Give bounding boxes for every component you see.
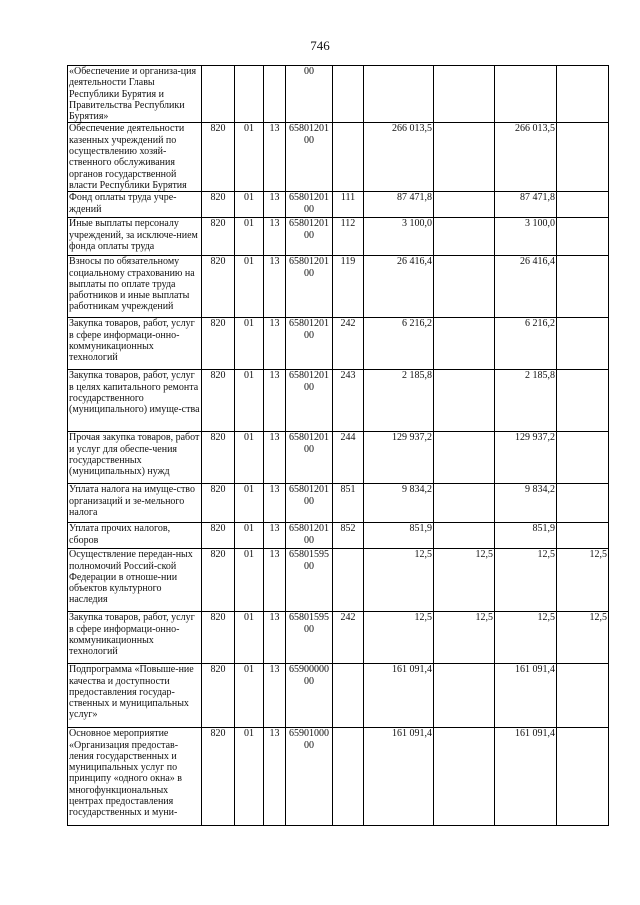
cell-sum-1 [364, 66, 434, 123]
cell-admin-code: 820 [202, 523, 235, 549]
cell-subsection: 13 [264, 318, 286, 370]
cell-name: Уплата прочих налогов, сборов [68, 523, 202, 549]
cell-sum-4 [557, 484, 609, 523]
cell-sum-2 [434, 318, 495, 370]
cell-sum-2 [434, 66, 495, 123]
cell-admin-code: 820 [202, 370, 235, 432]
cell-name: Обеспечение деятельности казенных учреждений по осуществлению хозяй-ственного обслуживания органов государственной власти Республики Бурятия [68, 123, 202, 192]
cell-sum-4 [557, 66, 609, 123]
cell-name: Закупка товаров, работ, услуг в целях капитального ремонта государственного (муниципального) имуще-ства [68, 370, 202, 432]
cell-sum-3: 266 013,5 [495, 123, 557, 192]
table-row [68, 728, 609, 826]
cell-sum-4 [557, 523, 609, 549]
cell-name: Закупка товаров, работ, услуг в сфере информаци-онно-коммуникационных технологий [68, 318, 202, 370]
cell-name: Взносы по обязательному социальному страхованию на выплаты по оплате труда работников и иные выплаты работникам учреждений [68, 256, 202, 318]
cell-target-article: 65801201 00 [286, 218, 333, 256]
cell-expense-type [333, 728, 364, 826]
cell-section: 01 [235, 192, 264, 218]
cell-name: Закупка товаров, работ, услуг в сфере информаци-онно-коммуникационных технологий [68, 612, 202, 664]
cell-target-article: 65901000 00 [286, 728, 333, 826]
cell-subsection: 13 [264, 192, 286, 218]
cell-sum-4 [557, 318, 609, 370]
cell-expense-type: 851 [333, 484, 364, 523]
cell-sum-4 [557, 664, 609, 728]
cell-sum-2: 12,5 [434, 612, 495, 664]
cell-subsection: 13 [264, 123, 286, 192]
cell-admin-code: 820 [202, 664, 235, 728]
cell-sum-3: 3 100,0 [495, 218, 557, 256]
table-row [68, 484, 609, 523]
cell-expense-type: 119 [333, 256, 364, 318]
cell-sum-1: 87 471,8 [364, 192, 434, 218]
cell-section: 01 [235, 218, 264, 256]
cell-subsection: 13 [264, 664, 286, 728]
cell-sum-1: 26 416,4 [364, 256, 434, 318]
cell-sum-3 [495, 66, 557, 123]
cell-sum-3: 851,9 [495, 523, 557, 549]
cell-sum-3: 9 834,2 [495, 484, 557, 523]
cell-subsection: 13 [264, 549, 286, 612]
cell-target-article: 00 [286, 66, 333, 123]
table-row [68, 218, 609, 256]
cell-section: 01 [235, 523, 264, 549]
cell-expense-type [333, 123, 364, 192]
cell-sum-4 [557, 728, 609, 826]
cell-subsection: 13 [264, 728, 286, 826]
table-row [68, 432, 609, 484]
cell-target-article: 65801201 00 [286, 318, 333, 370]
cell-expense-type: 112 [333, 218, 364, 256]
cell-subsection: 13 [264, 612, 286, 664]
cell-name: Фонд оплаты труда учре-ждений [68, 192, 202, 218]
cell-name: Иные выплаты персоналу учреждений, за исключе-нием фонда оплаты труда [68, 218, 202, 256]
cell-sum-2 [434, 523, 495, 549]
cell-name: Осуществление передан-ных полномочий Россий-ской Федерации в отноше-нии объектов культурного наследия [68, 549, 202, 612]
cell-admin-code: 820 [202, 549, 235, 612]
cell-target-article: 65900000 00 [286, 664, 333, 728]
table-row [68, 192, 609, 218]
cell-sum-1: 12,5 [364, 549, 434, 612]
table-row [68, 370, 609, 432]
cell-sum-4 [557, 123, 609, 192]
cell-subsection: 13 [264, 484, 286, 523]
cell-sum-2 [434, 218, 495, 256]
cell-admin-code: 820 [202, 192, 235, 218]
cell-sum-2 [434, 370, 495, 432]
cell-name: Основное мероприятие «Организация предостав-ления государственных и муниципальных услуг по принципу «одного окна» в многофункциональных центрах предоставления государственных и муни- [68, 728, 202, 826]
table-row [68, 123, 609, 192]
table-body [68, 66, 609, 826]
cell-sum-4: 12,5 [557, 612, 609, 664]
cell-section: 01 [235, 484, 264, 523]
cell-expense-type: 243 [333, 370, 364, 432]
cell-sum-3: 12,5 [495, 612, 557, 664]
cell-subsection [264, 66, 286, 123]
cell-name: «Обеспечение и организа-ция деятельности Главы Республики Бурятия и Правительства Республики Бурятия» [68, 66, 202, 123]
cell-section: 01 [235, 256, 264, 318]
cell-section [235, 66, 264, 123]
cell-sum-2 [434, 256, 495, 318]
cell-sum-4 [557, 218, 609, 256]
cell-sum-2 [434, 484, 495, 523]
table-row [68, 612, 609, 664]
budget-table [67, 65, 609, 826]
cell-target-article: 65801201 00 [286, 256, 333, 318]
cell-sum-3: 161 091,4 [495, 664, 557, 728]
cell-subsection: 13 [264, 256, 286, 318]
cell-sum-1: 851,9 [364, 523, 434, 549]
cell-subsection: 13 [264, 523, 286, 549]
cell-sum-1: 2 185,8 [364, 370, 434, 432]
cell-expense-type [333, 66, 364, 123]
cell-sum-2 [434, 728, 495, 826]
cell-target-article: 65801201 00 [286, 123, 333, 192]
cell-sum-3: 161 091,4 [495, 728, 557, 826]
cell-sum-2: 12,5 [434, 549, 495, 612]
cell-sum-1: 161 091,4 [364, 664, 434, 728]
cell-target-article: 65801201 00 [286, 370, 333, 432]
cell-expense-type [333, 549, 364, 612]
cell-section: 01 [235, 728, 264, 826]
cell-sum-3: 6 216,2 [495, 318, 557, 370]
cell-sum-4 [557, 192, 609, 218]
cell-sum-3: 12,5 [495, 549, 557, 612]
table-row [68, 664, 609, 728]
cell-admin-code: 820 [202, 728, 235, 826]
cell-section: 01 [235, 123, 264, 192]
cell-name: Подпрограмма «Повыше-ние качества и доступности предоставления государ-ственных и муниципальных услуг» [68, 664, 202, 728]
cell-sum-1: 161 091,4 [364, 728, 434, 826]
cell-sum-4 [557, 256, 609, 318]
cell-target-article: 65801595 00 [286, 612, 333, 664]
cell-subsection: 13 [264, 432, 286, 484]
cell-expense-type: 111 [333, 192, 364, 218]
cell-sum-4 [557, 432, 609, 484]
cell-name: Прочая закупка товаров, работ и услуг для обеспе-чения государственных (муниципальных) нужд [68, 432, 202, 484]
cell-name: Уплата налога на имуще-ство организаций и зе-мельного налога [68, 484, 202, 523]
cell-section: 01 [235, 612, 264, 664]
cell-sum-4: 12,5 [557, 549, 609, 612]
cell-admin-code: 820 [202, 484, 235, 523]
cell-sum-3: 87 471,8 [495, 192, 557, 218]
cell-sum-2 [434, 664, 495, 728]
cell-admin-code: 820 [202, 218, 235, 256]
table-row [68, 523, 609, 549]
cell-sum-1: 12,5 [364, 612, 434, 664]
cell-admin-code: 820 [202, 612, 235, 664]
cell-sum-3: 26 416,4 [495, 256, 557, 318]
cell-sum-1: 3 100,0 [364, 218, 434, 256]
cell-target-article: 65801201 00 [286, 523, 333, 549]
cell-admin-code: 820 [202, 123, 235, 192]
table-row [68, 549, 609, 612]
cell-target-article: 65801201 00 [286, 192, 333, 218]
cell-subsection: 13 [264, 370, 286, 432]
cell-target-article: 65801201 00 [286, 432, 333, 484]
cell-sum-1: 266 013,5 [364, 123, 434, 192]
cell-sum-1: 6 216,2 [364, 318, 434, 370]
cell-sum-3: 2 185,8 [495, 370, 557, 432]
cell-expense-type: 242 [333, 318, 364, 370]
cell-section: 01 [235, 664, 264, 728]
cell-subsection: 13 [264, 218, 286, 256]
cell-expense-type: 244 [333, 432, 364, 484]
cell-target-article: 65801595 00 [286, 549, 333, 612]
cell-sum-1: 129 937,2 [364, 432, 434, 484]
cell-section: 01 [235, 318, 264, 370]
cell-section: 01 [235, 549, 264, 612]
cell-admin-code: 820 [202, 318, 235, 370]
cell-admin-code: 820 [202, 256, 235, 318]
cell-sum-4 [557, 370, 609, 432]
cell-admin-code: 820 [202, 432, 235, 484]
cell-expense-type [333, 664, 364, 728]
cell-section: 01 [235, 432, 264, 484]
table-row [68, 66, 609, 123]
cell-sum-2 [434, 432, 495, 484]
cell-sum-2 [434, 192, 495, 218]
cell-sum-3: 129 937,2 [495, 432, 557, 484]
cell-expense-type: 242 [333, 612, 364, 664]
page-number: 746 [310, 38, 330, 53]
cell-sum-1: 9 834,2 [364, 484, 434, 523]
cell-expense-type: 852 [333, 523, 364, 549]
cell-sum-2 [434, 123, 495, 192]
cell-section: 01 [235, 370, 264, 432]
cell-admin-code [202, 66, 235, 123]
table-row [68, 318, 609, 370]
table-row [68, 256, 609, 318]
cell-target-article: 65801201 00 [286, 484, 333, 523]
